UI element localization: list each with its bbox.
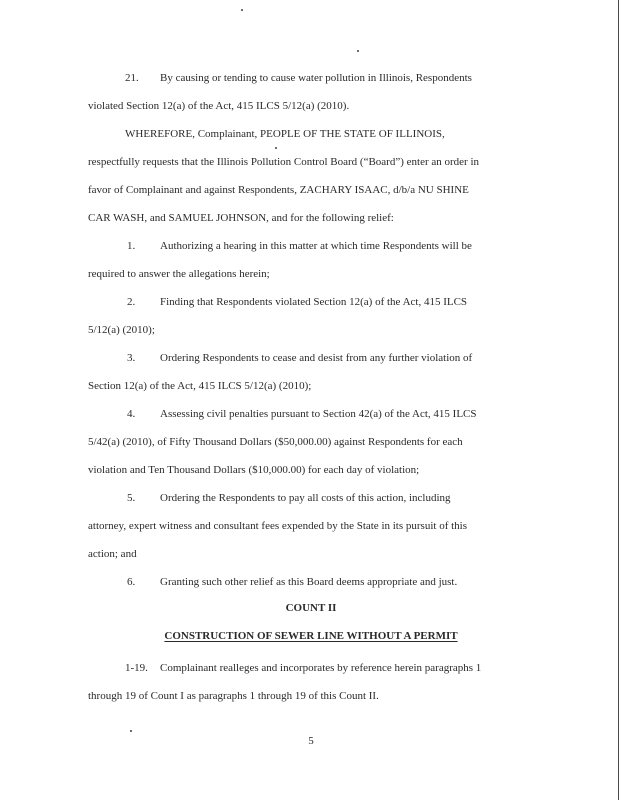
wherefore-line: CAR WASH, and SAMUEL JOHNSON, and for the following relief: bbox=[88, 212, 394, 224]
relief-line: Section 12(a) of the Act, 415 ILCS 5/12(a) (2010); bbox=[88, 380, 312, 392]
relief-number: 2. bbox=[127, 296, 136, 308]
relief-line: required to answer the allegations herein; bbox=[88, 268, 270, 280]
paragraph-line: By causing or tending to cause water pollution in Illinois, Respondents bbox=[160, 72, 472, 84]
count-subheading-text: CONSTRUCTION OF SEWER LINE WITHOUT A PERMIT bbox=[164, 630, 458, 642]
relief-line: Finding that Respondents violated Section 12(a) of the Act, 415 ILCS bbox=[160, 296, 468, 308]
relief-line: Ordering Respondents to cease and desist from any further violation of bbox=[160, 352, 473, 364]
count-heading: COUNT II bbox=[285, 602, 337, 614]
paragraph-number: 1-19. bbox=[125, 662, 148, 674]
wherefore-line: respectfully requests that the Illinois Pollution Control Board (“Board”) enter an order in bbox=[88, 156, 480, 168]
relief-number: 3. bbox=[127, 352, 136, 364]
relief-number: 1. bbox=[127, 240, 136, 252]
relief-line: 5/42(a) (2010), of Fifty Thousand Dollars ($50,000.00) against Respondents for each bbox=[88, 436, 463, 448]
relief-number: 6. bbox=[127, 576, 136, 588]
scan-speck bbox=[275, 147, 277, 149]
relief-line: attorney, expert witness and consultant fees expended by the State in its pursuit of this bbox=[88, 520, 468, 532]
relief-number: 4. bbox=[127, 408, 136, 420]
page-number: 5 bbox=[308, 735, 314, 747]
relief-line: Granting such other relief as this Board deems appropriate and just. bbox=[160, 576, 458, 588]
paragraph-line: through 19 of Count I as paragraphs 1 through 19 of this Count II. bbox=[88, 690, 379, 702]
scan-speck bbox=[357, 50, 359, 52]
paragraph-line: Complainant realleges and incorporates by reference herein paragraphs 1 bbox=[160, 662, 482, 674]
relief-line: Authorizing a hearing in this matter at which time Respondents will be bbox=[160, 240, 472, 252]
scan-speck bbox=[241, 9, 243, 11]
relief-line: 5/12(a) (2010); bbox=[88, 324, 155, 336]
paragraph-number: 21. bbox=[125, 72, 139, 84]
relief-number: 5. bbox=[127, 492, 136, 504]
scan-speck bbox=[130, 730, 132, 732]
page-edge-border bbox=[618, 0, 622, 800]
relief-line: action; and bbox=[88, 548, 137, 560]
relief-line: violation and Ten Thousand Dollars ($10,000.00) for each day of violation; bbox=[88, 464, 420, 476]
paragraph-line: violated Section 12(a) of the Act, 415 ILCS 5/12(a) (2010). bbox=[88, 100, 350, 112]
relief-line: Assessing civil penalties pursuant to Section 42(a) of the Act, 415 ILCS bbox=[160, 408, 477, 420]
count-subheading bbox=[0, 629, 622, 643]
relief-line: Ordering the Respondents to pay all costs of this action, including bbox=[160, 492, 451, 504]
wherefore-line: favor of Complainant and against Respondents, ZACHARY ISAAC, d/b/a NU SHINE bbox=[88, 184, 469, 196]
wherefore-line: WHEREFORE, Complainant, PEOPLE OF THE STATE OF ILLINOIS, bbox=[125, 128, 445, 140]
